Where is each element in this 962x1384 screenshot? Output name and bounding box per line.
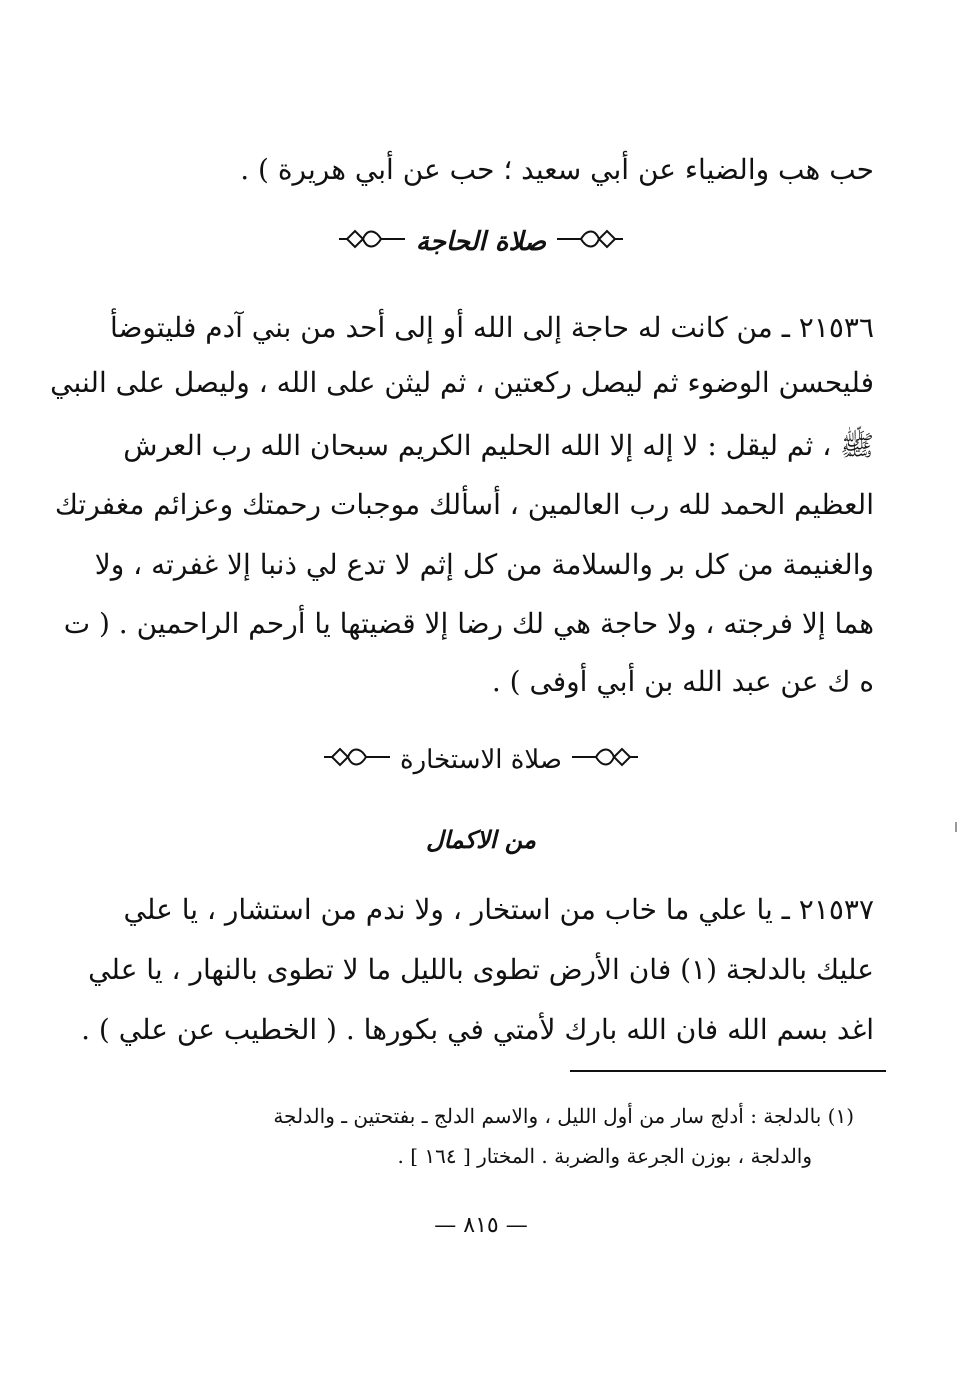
text-line-top: حب هب والضياء عن أبي سعيد ؛ حب عن أبي هريرة ) .: [240, 153, 874, 186]
hadith-21536-line-7: ه ك عن عبد الله بن أبي أوفى ) .: [491, 665, 874, 698]
ornament-left-icon: [570, 741, 640, 781]
hadith-21536-line-6: هما إلا فرجته ، ولا حاجة هي لك رضا إلا قضيتها يا أرحم الراحمين . ( ت: [63, 607, 874, 640]
section-heading-need-prayer: [0, 222, 962, 263]
footnote-line-2: والدلجة ، بوزن الجرعة والضربة . المختار [ ١٦٤ ] .: [397, 1144, 812, 1168]
hadith-21536-line-2: فليحسن الوضوء ثم ليصل ركعتين ، ثم ليثن على الله ، وليصل على النبي: [50, 366, 874, 399]
hadith-21537-line-3: اغد بسم الله فان الله بارك لأمتي في بكورها . ( الخطيب عن علي ) .: [81, 1013, 874, 1046]
ornament-right-icon: [322, 741, 392, 781]
hadith-21536-line-3: ﷺ ، ثم ليقل : لا إله إلا الله الحليم الكريم سبحان الله رب العرش: [123, 429, 874, 462]
hadith-21536-line-5: والغنيمة من كل بر والسلامة من كل إثم لا تدع لي ذنبا إلا غفرته ، ولا: [94, 548, 874, 581]
heading-text: صلاة الاستخارة: [399, 745, 563, 775]
section-heading-istikhara: [0, 740, 962, 781]
hadith-21536-line-4: العظيم الحمد لله رب العالمين ، أسألك موجبات رحمتك وعزائم مغفرتك: [54, 488, 874, 521]
hadith-21537-line-1: ٢١٥٣٧ ـ يا علي ما خاب من استخار ، ولا ندم من استشار ، يا علي: [123, 893, 874, 926]
ornament-left-icon: [555, 223, 625, 263]
heading-text: صلاة الحاجة: [415, 227, 547, 257]
subheading-from-ikmal: من الاكمال: [426, 825, 536, 854]
ornament-right-icon: [337, 223, 407, 263]
hadith-21537-line-2: عليك بالدلجة (١) فان الأرض تطوى بالليل ما لا تطوى بالنهار ، يا علي: [88, 953, 874, 986]
hadith-21536-line-1: ٢١٥٣٦ ـ من كانت له حاجة إلى الله أو إلى أحد من بني آدم فليتوضأ: [110, 311, 874, 344]
page-number: — ٨١٥ —: [434, 1213, 528, 1238]
footnote-line-1: (١) بالدلجة : أدلج سار من أول الليل ، والاسم الدلج ـ بفتحتين ـ والدلجة: [273, 1104, 854, 1128]
footnote-separator: [570, 1070, 886, 1072]
margin-mark: [955, 822, 957, 832]
